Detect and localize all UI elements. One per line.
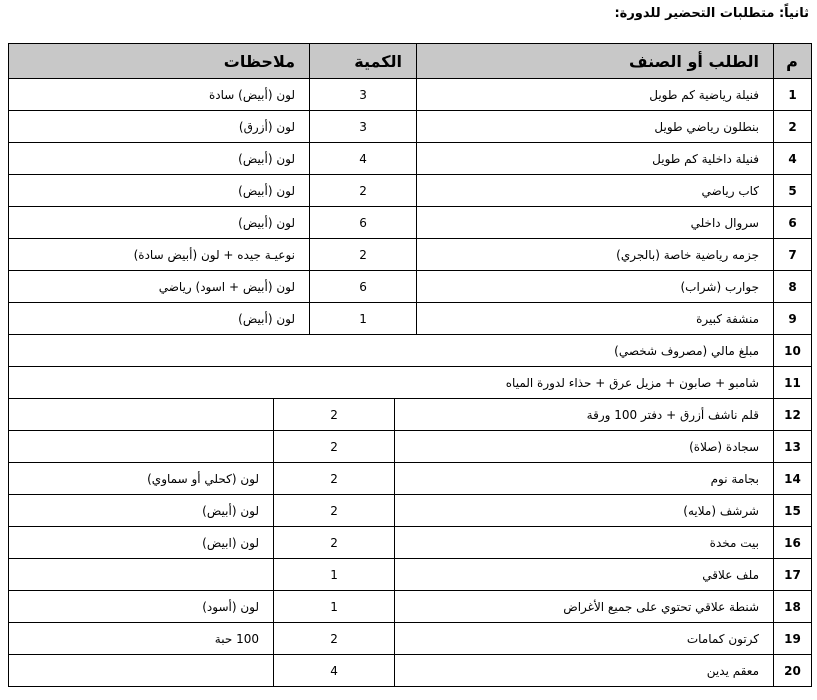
- row-item: قلم ناشف أزرق + دفتر 100 ورقة: [586, 407, 759, 422]
- grid-line: [9, 686, 811, 687]
- grid-line: [416, 44, 417, 78]
- row-quantity: 1: [359, 311, 367, 326]
- row-number: 12: [784, 407, 801, 422]
- row-number: 16: [784, 535, 801, 550]
- row-number: 14: [784, 471, 801, 486]
- column-header-qty: الكمية: [309, 44, 416, 78]
- row-number: 5: [788, 183, 797, 198]
- row-item: معقم يدين: [706, 663, 759, 678]
- row-notes: نوعيـة جيده + لون (أبيض سادة): [133, 247, 295, 262]
- row-notes: لون (أزرق): [238, 119, 295, 134]
- row-quantity: 2: [330, 471, 338, 486]
- row-notes: لون (أبيض): [202, 503, 259, 518]
- row-item: جزمه رياضية خاصة (بالجري): [616, 247, 759, 262]
- row-number: 19: [784, 631, 801, 646]
- row-quantity: 1: [330, 567, 338, 582]
- row-notes: [9, 399, 273, 430]
- grid-line: [773, 44, 774, 78]
- row-notes: [9, 431, 273, 462]
- row-number: 10: [784, 343, 801, 358]
- row-item: بيت مخدة: [709, 535, 759, 550]
- row-notes: لون (أبيض): [238, 311, 295, 326]
- row-quantity: 4: [330, 663, 338, 678]
- row-quantity: 2: [330, 407, 338, 422]
- row-item: بجامة نوم: [710, 471, 759, 486]
- row-quantity: 2: [330, 535, 338, 550]
- row-quantity: 2: [359, 247, 367, 262]
- row-item: كرتون كمامات: [686, 631, 759, 646]
- row-notes: لون (كحلي أو سماوي): [147, 471, 259, 486]
- row-number: 20: [784, 663, 801, 678]
- row-quantity: 2: [330, 503, 338, 518]
- row-item: بنطلون رياضي طويل: [654, 119, 759, 134]
- row-item: ملف علاقي: [702, 567, 759, 582]
- column-header-item: الطلب أو الصنف: [416, 44, 773, 78]
- row-notes: لون (ابيض): [202, 535, 259, 550]
- row-quantity: 2: [359, 183, 367, 198]
- row-number: 11: [784, 375, 801, 390]
- row-item: جوارب (شراب): [680, 279, 759, 294]
- grid-line: [309, 44, 310, 78]
- row-notes: لون (أبيض): [238, 183, 295, 198]
- row-notes: لون (أبيض + اسود) رياضي: [158, 279, 295, 294]
- row-number: 15: [784, 503, 801, 518]
- row-item: مبلغ مالي (مصروف شخصي): [614, 343, 759, 358]
- row-number: 1: [788, 87, 797, 102]
- row-quantity: 6: [359, 215, 367, 230]
- row-item: سجادة (صلاة): [689, 439, 759, 454]
- row-number: 9: [788, 311, 797, 326]
- row-item: شرشف (ملايه): [683, 503, 759, 518]
- row-item: فنيلة داخلية كم طويل: [652, 151, 759, 166]
- row-quantity: 6: [359, 279, 367, 294]
- row-quantity: 2: [330, 631, 338, 646]
- row-notes: 100 حبة: [214, 631, 259, 646]
- row-item: فنيلة رياضية كم طويل: [649, 87, 759, 102]
- row-number: 4: [788, 151, 797, 166]
- row-number: 8: [788, 279, 797, 294]
- column-header-num: م: [773, 44, 811, 78]
- row-item: سروال داخلي: [690, 215, 759, 230]
- row-item: شنطة علاقي تحتوي على جميع الأغراض: [563, 599, 759, 614]
- row-number: 7: [788, 247, 797, 262]
- row-notes: [9, 559, 273, 590]
- row-quantity: 3: [359, 87, 367, 102]
- section-title: ثانياً: متطلبات التحضير للدورة:: [614, 6, 809, 21]
- row-notes: لون (أبيض): [238, 151, 295, 166]
- row-notes: [9, 655, 273, 686]
- row-item: شامبو + صابون + مزيل عرق + حذاء لدورة المياه: [505, 375, 759, 390]
- row-item: كاب رياضي: [701, 183, 759, 198]
- requirements-table: [8, 43, 812, 687]
- row-quantity: 4: [359, 151, 367, 166]
- column-header-notes: ملاحظات: [9, 44, 309, 78]
- row-notes: لون (أبيض) سادة: [209, 87, 295, 102]
- row-notes: لون (أسود): [202, 599, 259, 614]
- row-notes: لون (أبيض): [238, 215, 295, 230]
- row-quantity: 3: [359, 119, 367, 134]
- row-quantity: 2: [330, 439, 338, 454]
- row-number: 13: [784, 439, 801, 454]
- row-number: 2: [788, 119, 797, 134]
- row-item: منشفة كبيرة: [696, 311, 759, 326]
- row-number: 18: [784, 599, 801, 614]
- row-number: 6: [788, 215, 797, 230]
- row-number: 17: [784, 567, 801, 582]
- row-quantity: 1: [330, 599, 338, 614]
